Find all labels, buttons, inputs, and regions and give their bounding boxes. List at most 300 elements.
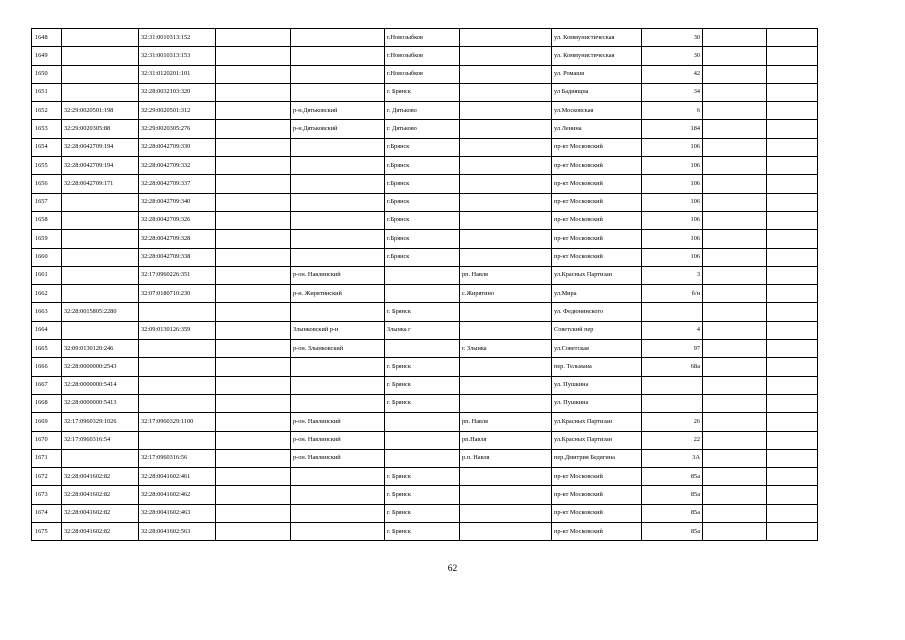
cadastral-number-cell [62,266,139,284]
house-number-cell: 85а [642,486,703,504]
district-cell: Злынковский р-н [291,321,385,339]
cadastral-number-2-cell [139,394,216,412]
house-number-cell: 30 [642,29,703,47]
empty-cell [767,468,818,486]
house-number-cell: 106 [642,157,703,175]
row-number-cell: 1662 [32,285,62,303]
cadastral-number-2-cell [139,358,216,376]
house-number-cell: 97 [642,340,703,358]
city-cell: г.Брянск [385,193,460,211]
cadastral-number-2-cell: 32:17:0960226:351 [139,266,216,284]
settlement-cell [460,138,552,156]
blank-cell [216,138,291,156]
city-cell: Злынка г [385,321,460,339]
district-cell: р-он. Навлинский [291,266,385,284]
row-number-cell: 1674 [32,504,62,522]
settlement-cell [460,504,552,522]
street-cell: ул.Красных Партизан [552,413,642,431]
row-number-cell: 1658 [32,211,62,229]
district-cell [291,376,385,394]
cadastral-number-cell: 32:28:0042709:194 [62,138,139,156]
blank-cell [216,523,291,541]
district-cell [291,83,385,101]
house-number-cell: 4 [642,321,703,339]
blank-cell [216,340,291,358]
settlement-cell [460,120,552,138]
empty-cell [767,504,818,522]
table-row [32,394,818,412]
district-cell [291,523,385,541]
settlement-cell: с.Жирятино [460,285,552,303]
table-row [32,376,818,394]
table-row [32,193,818,211]
empty-cell [703,230,767,248]
empty-cell [767,486,818,504]
street-cell: ул. Пушкина [552,394,642,412]
blank-cell [216,83,291,101]
street-cell: пер.Дмитрия Бедягина [552,449,642,467]
cadastral-number-cell [62,83,139,101]
house-number-cell: 85а [642,523,703,541]
house-number-cell: 42 [642,65,703,83]
table-row [32,504,818,522]
cadastral-number-cell: 32:28:0015805:2280 [62,303,139,321]
city-cell: г.Брянск [385,230,460,248]
city-cell: г.Новозыбков [385,65,460,83]
empty-cell [703,413,767,431]
empty-cell [767,449,818,467]
settlement-cell [460,394,552,412]
empty-cell [767,303,818,321]
settlement-cell [460,248,552,266]
table-row [32,266,818,284]
blank-cell [216,376,291,394]
settlement-cell: рп. Навля [460,266,552,284]
settlement-cell [460,523,552,541]
settlement-cell [460,83,552,101]
empty-cell [703,65,767,83]
city-cell: г. Брянск [385,504,460,522]
district-cell [291,47,385,65]
table-row [32,285,818,303]
cadastral-number-cell: 32:17:0960316:54 [62,431,139,449]
empty-cell [767,431,818,449]
cadastral-number-cell: 32:28:0041602:82 [62,486,139,504]
empty-cell [767,340,818,358]
street-cell: пр-кт Московский [552,138,642,156]
table-row [32,211,818,229]
city-cell: г.Брянск [385,138,460,156]
city-cell: г. Брянск [385,303,460,321]
cadastral-number-2-cell: 32:28:0041602:463 [139,504,216,522]
page-number: 62 [447,564,458,574]
district-cell: р-он. Злынковский [291,340,385,358]
blank-cell [216,175,291,193]
blank-cell [216,449,291,467]
street-cell: пр-кт Московский [552,248,642,266]
blank-cell [216,303,291,321]
blank-cell [216,29,291,47]
blank-cell [216,358,291,376]
settlement-cell [460,303,552,321]
cadastral-number-2-cell [139,376,216,394]
settlement-cell [460,193,552,211]
street-cell: ул. Ромашя [552,65,642,83]
cadastral-number-cell: 32:28:0000000:5413 [62,394,139,412]
table-row [32,468,818,486]
city-cell: г.Брянск [385,211,460,229]
empty-cell [703,340,767,358]
cadastral-number-cell [62,211,139,229]
district-cell: р-н.Дятьковский [291,120,385,138]
cadastral-number-cell [62,193,139,211]
table-row [32,413,818,431]
empty-cell [703,29,767,47]
house-number-cell: 3 [642,266,703,284]
house-number-cell: 106 [642,248,703,266]
city-cell: г.Брянск [385,248,460,266]
empty-cell [703,486,767,504]
cadastral-number-2-cell: 32:31:0010313:153 [139,47,216,65]
city-cell [385,266,460,284]
cadastral-number-cell [62,449,139,467]
street-cell: ул.Красных Партизан [552,266,642,284]
cadastral-number-cell: 32:28:0041602:82 [62,468,139,486]
empty-cell [703,157,767,175]
cadastral-number-cell [62,230,139,248]
empty-cell [703,193,767,211]
empty-cell [703,266,767,284]
house-number-cell: 6 [642,102,703,120]
street-cell: ул Бадиящна [552,83,642,101]
settlement-cell: рп.Навля [460,431,552,449]
blank-cell [216,211,291,229]
city-cell: г. Брянск [385,486,460,504]
table-row [32,83,818,101]
street-cell: пр-кт Московский [552,175,642,193]
settlement-cell [460,230,552,248]
street-cell: ул. Федюнинского [552,303,642,321]
cadastral-number-cell: 32:28:0000000:5414 [62,376,139,394]
cadastral-number-2-cell: 32:28:0042709:338 [139,248,216,266]
city-cell: г. Брянск [385,83,460,101]
cadastral-number-cell: 32:09:0130120:246 [62,340,139,358]
cadastral-number-cell: 32:29:0020501:198 [62,102,139,120]
empty-cell [767,102,818,120]
table-row [32,47,818,65]
street-cell: ул. Коммунистическая [552,29,642,47]
cadastral-number-2-cell: 32:17:0960329:1100 [139,413,216,431]
district-cell [291,486,385,504]
blank-cell [216,248,291,266]
cadastral-number-2-cell: 32:17:0960316:56 [139,449,216,467]
blank-cell [216,102,291,120]
empty-cell [703,102,767,120]
city-cell [385,413,460,431]
table-row [32,303,818,321]
empty-cell [703,523,767,541]
settlement-cell [460,486,552,504]
city-cell: г. Брянск [385,376,460,394]
settlement-cell [460,47,552,65]
row-number-cell: 1664 [32,321,62,339]
cadastral-number-cell [62,47,139,65]
settlement-cell [460,358,552,376]
registry-table-body [32,29,818,541]
cadastral-number-cell: 32:17:0960329:1026 [62,413,139,431]
empty-cell [703,285,767,303]
empty-cell [767,394,818,412]
cadastral-number-2-cell: 32:09:0130126:359 [139,321,216,339]
street-cell: пр-кт Московский [552,211,642,229]
empty-cell [767,120,818,138]
empty-cell [767,65,818,83]
empty-cell [703,47,767,65]
house-number-cell: 106 [642,230,703,248]
blank-cell [216,285,291,303]
district-cell [291,175,385,193]
house-number-cell [642,303,703,321]
cadastral-number-2-cell: 32:28:0041602:563 [139,523,216,541]
empty-cell [767,248,818,266]
empty-cell [703,449,767,467]
row-number-cell: 1661 [32,266,62,284]
empty-cell [703,138,767,156]
row-number-cell: 1650 [32,65,62,83]
settlement-cell: р.п. Навля [460,449,552,467]
settlement-cell [460,157,552,175]
blank-cell [216,321,291,339]
house-number-cell: 106 [642,138,703,156]
empty-cell [767,138,818,156]
table-row [32,431,818,449]
empty-cell [703,431,767,449]
district-cell [291,358,385,376]
street-cell: пер. Тельмана [552,358,642,376]
city-cell: г.Брянск [385,175,460,193]
cadastral-number-2-cell [139,303,216,321]
row-number-cell: 1652 [32,102,62,120]
district-cell: р-он. Навлинский [291,413,385,431]
cadastral-number-cell [62,321,139,339]
cadastral-number-2-cell: 32:07:0180710:230 [139,285,216,303]
settlement-cell [460,468,552,486]
registry-table [31,28,818,541]
cadastral-number-cell [62,29,139,47]
house-number-cell: 106 [642,193,703,211]
row-number-cell: 1663 [32,303,62,321]
blank-cell [216,266,291,284]
row-number-cell: 1671 [32,449,62,467]
table-row [32,321,818,339]
row-number-cell: 1656 [32,175,62,193]
empty-cell [767,376,818,394]
settlement-cell: рп. Навля [460,413,552,431]
cadastral-number-cell: 32:28:0041602:82 [62,504,139,522]
blank-cell [216,65,291,83]
row-number-cell: 1666 [32,358,62,376]
cadastral-number-cell: 32:28:0042709:194 [62,157,139,175]
cadastral-number-2-cell: 32:28:0042709:328 [139,230,216,248]
row-number-cell: 1675 [32,523,62,541]
blank-cell [216,120,291,138]
row-number-cell: 1653 [32,120,62,138]
cadastral-number-cell [62,285,139,303]
street-cell: пр-кт Московский [552,193,642,211]
city-cell [385,340,460,358]
blank-cell [216,468,291,486]
settlement-cell [460,211,552,229]
city-cell: г. Брянск [385,523,460,541]
house-number-cell: б/н [642,285,703,303]
empty-cell [767,83,818,101]
row-number-cell: 1657 [32,193,62,211]
empty-cell [703,358,767,376]
district-cell: р-н. Жирятинский [291,285,385,303]
city-cell [385,285,460,303]
city-cell: г. Брянск [385,358,460,376]
empty-cell [767,285,818,303]
city-cell: г.Новозыбков [385,47,460,65]
cadastral-number-2-cell [139,431,216,449]
table-row [32,340,818,358]
row-number-cell: 1649 [32,47,62,65]
row-number-cell: 1648 [32,29,62,47]
row-number-cell: 1668 [32,394,62,412]
house-number-cell: 30 [642,47,703,65]
district-cell [291,157,385,175]
house-number-cell: 106 [642,211,703,229]
empty-cell [767,47,818,65]
district-cell [291,29,385,47]
house-number-cell: 85а [642,504,703,522]
street-cell: пр-кт Московский [552,157,642,175]
cadastral-number-2-cell: 32:28:0042709:330 [139,138,216,156]
row-number-cell: 1651 [32,83,62,101]
district-cell [291,248,385,266]
street-cell: пр-кт Московский [552,468,642,486]
house-number-cell: 34 [642,83,703,101]
street-cell: ул.Московская [552,102,642,120]
city-cell [385,431,460,449]
row-number-cell: 1659 [32,230,62,248]
settlement-cell: г. Злынка [460,340,552,358]
city-cell: г. Дятьково [385,120,460,138]
cadastral-number-2-cell: 32:28:0042709:326 [139,211,216,229]
blank-cell [216,431,291,449]
empty-cell [703,376,767,394]
blank-cell [216,230,291,248]
district-cell [291,303,385,321]
empty-cell [703,468,767,486]
street-cell: пр-кт Московский [552,523,642,541]
settlement-cell [460,175,552,193]
settlement-cell [460,321,552,339]
street-cell: ул. Коммунистическая [552,47,642,65]
empty-cell [767,175,818,193]
city-cell: г.Брянск [385,157,460,175]
table-row [32,248,818,266]
settlement-cell [460,102,552,120]
settlement-cell [460,29,552,47]
city-cell [385,449,460,467]
district-cell [291,138,385,156]
empty-cell [767,523,818,541]
street-cell: ул Ленина [552,120,642,138]
cadastral-number-2-cell: 32:31:0010313:152 [139,29,216,47]
table-row [32,65,818,83]
house-number-cell: 3А [642,449,703,467]
blank-cell [216,504,291,522]
street-cell: Советский пер [552,321,642,339]
empty-cell [767,29,818,47]
table-row [32,157,818,175]
table-row [32,523,818,541]
empty-cell [767,211,818,229]
street-cell: ул.Красных Партизан [552,431,642,449]
district-cell: р-н.Дятьковский [291,102,385,120]
table-row [32,486,818,504]
row-number-cell: 1670 [32,431,62,449]
street-cell: пр-кт Московский [552,486,642,504]
empty-cell [767,358,818,376]
cadastral-number-2-cell: 32:31:0120201:101 [139,65,216,83]
cadastral-number-cell [62,248,139,266]
table-row [32,358,818,376]
empty-cell [767,157,818,175]
district-cell [291,211,385,229]
district-cell [291,230,385,248]
empty-cell [703,394,767,412]
district-cell [291,65,385,83]
table-row [32,230,818,248]
empty-cell [703,83,767,101]
district-cell [291,193,385,211]
settlement-cell [460,65,552,83]
cadastral-number-2-cell: 32:28:0042709:332 [139,157,216,175]
street-cell: ул.Мира [552,285,642,303]
street-cell: ул.Советская [552,340,642,358]
cadastral-number-2-cell: 32:28:0042709:337 [139,175,216,193]
empty-cell [703,248,767,266]
empty-cell [767,413,818,431]
blank-cell [216,413,291,431]
empty-cell [703,321,767,339]
cadastral-number-2-cell: 32:28:0042709:340 [139,193,216,211]
cadastral-number-2-cell [139,340,216,358]
house-number-cell: 184 [642,120,703,138]
district-cell: р-он. Навлинский [291,431,385,449]
city-cell: г.Новозыбков [385,29,460,47]
blank-cell [216,394,291,412]
city-cell: г. Дятьково [385,102,460,120]
house-number-cell [642,394,703,412]
table-row [32,120,818,138]
blank-cell [216,47,291,65]
house-number-cell: 68а [642,358,703,376]
cadastral-number-2-cell: 32:28:0032103:320 [139,83,216,101]
table-row [32,449,818,467]
street-cell: пр-кт Московский [552,504,642,522]
house-number-cell: 85а [642,468,703,486]
empty-cell [767,230,818,248]
cadastral-number-2-cell: 32:29:0020501:312 [139,102,216,120]
house-number-cell: 22 [642,431,703,449]
house-number-cell [642,376,703,394]
empty-cell [767,266,818,284]
row-number-cell: 1673 [32,486,62,504]
row-number-cell: 1665 [32,340,62,358]
